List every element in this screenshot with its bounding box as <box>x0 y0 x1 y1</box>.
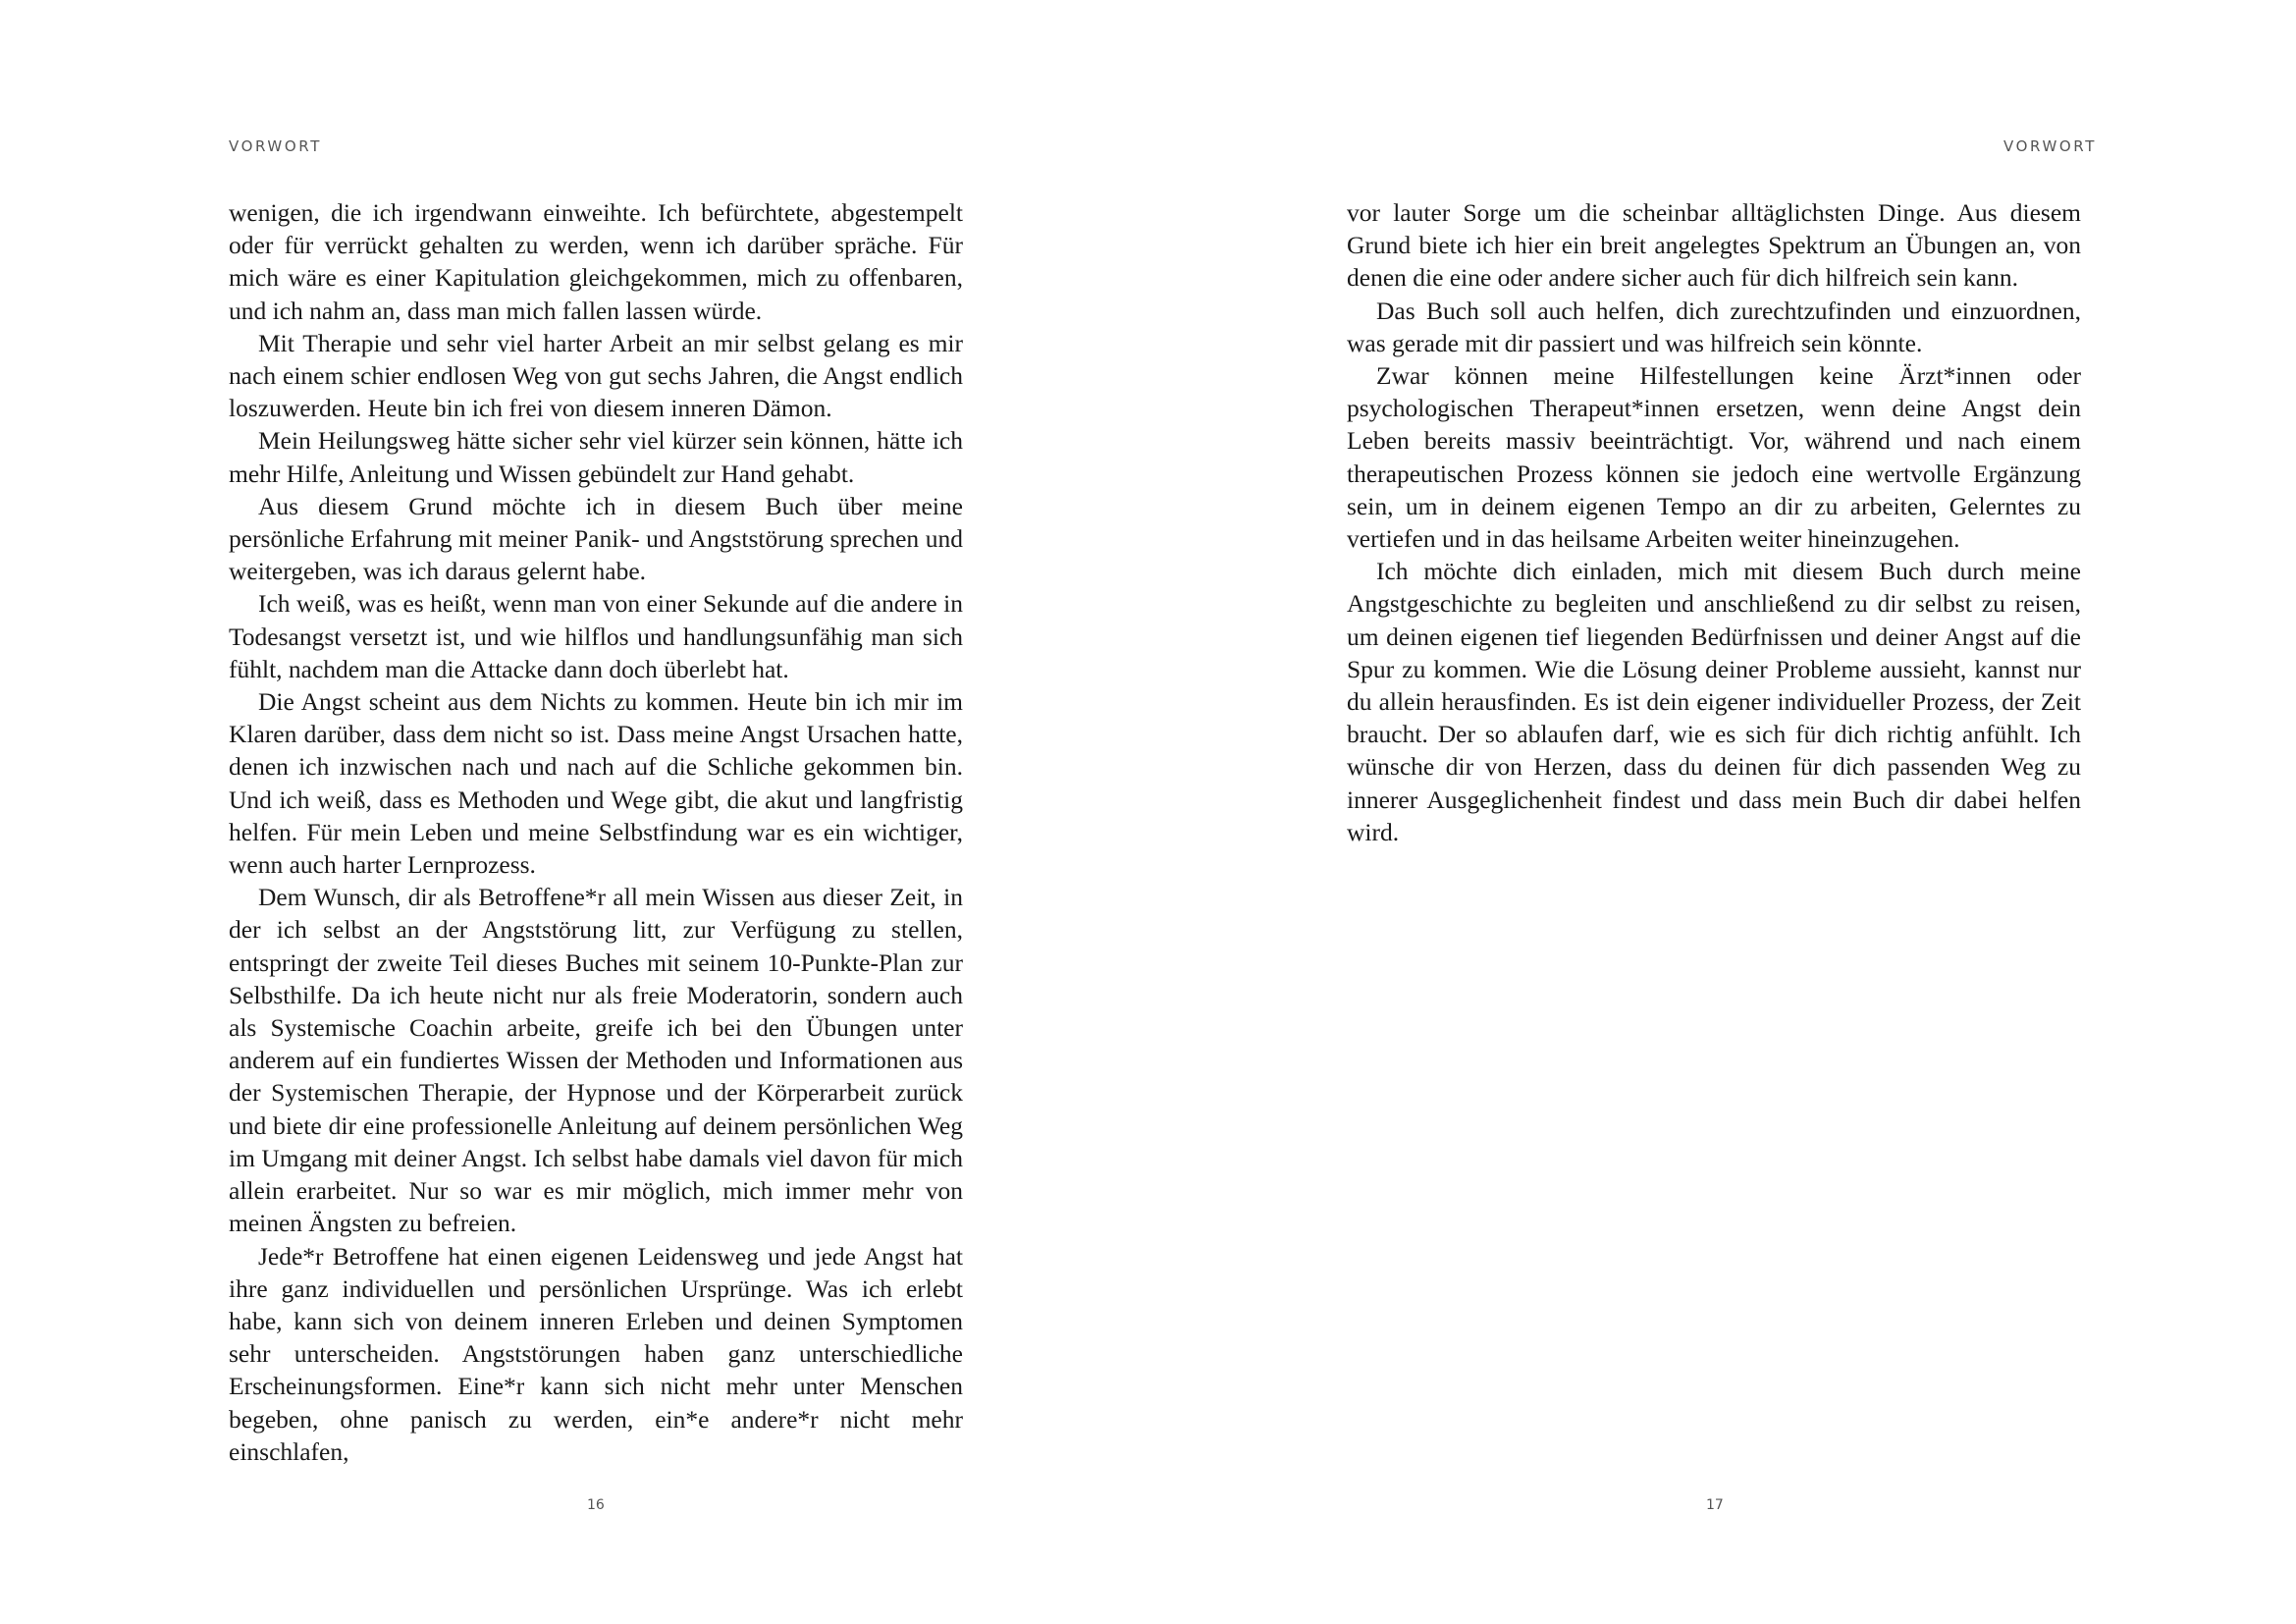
paragraph: Zwar können meine Hilfestellungen keine Ärzt*innen oder psychologischen Therapeut*innen ersetzen, wenn deine Angst dein Leben bereits massiv beeinträchtigt. Vor, während und nach einem therapeutischen Prozess können sie jedoch eine wertvolle Ergänzung sein, um in deinem eigenen Tempo an dir zu arbeiten, Gelerntes zu vertiefen und in das heilsame Arbeiten weiter hineinzugehen. <box>1347 361 2081 554</box>
page-number-right: 17 <box>1706 1497 1724 1513</box>
page-number-left: 16 <box>587 1497 605 1513</box>
paragraph: Die Angst scheint aus dem Nichts zu kommen. Heute bin ich mir im Klaren darüber, dass dem nicht so ist. Dass meine Angst Ursachen hatte, denen ich inzwischen nach und nach auf die Schliche gekommen bin. Und ich weiß, dass es Methoden und Wege gibt, die akut und langfristig helfen. Für mein Leben und meine Selbstfindung war es ein wichtiger, wenn auch harter Lernprozess. <box>229 687 963 880</box>
paragraph: Ich weiß, was es heißt, wenn man von einer Sekunde auf die andere in Todesangst versetzt ist, und wie hilflos und handlungsunfähig man sich fühlt, nachdem man die Attacke dann doch überlebt hat. <box>229 589 963 683</box>
paragraph: Ich möchte dich einladen, mich mit diesem Buch durch meine Angstgeschichte zu begleiten und anschließend zu dir selbst zu reisen, um deinen eigenen tief liegenden Bedürfnissen und deiner Angst auf die Spur zu kommen. Wie die Lösung deiner Probleme aussieht, kannst nur du allein herausfinden. Es ist dein eigener individueller Prozess, der Zeit braucht. Der so ablaufen darf, wie es sich für dich richtig anfühlt. Ich wünsche dir von Herzen, dass du deinen für dich passenden Weg zu innerer Ausgeglichenheit findest und dass mein Buch dir dabei helfen wird. <box>1347 557 2081 846</box>
paragraph: vor lauter Sorge um die scheinbar alltäglichsten Dinge. Aus diesem Grund biete ich hier ein breit angelegtes Spektrum an Übungen an, von denen die eine oder andere sicher auch für dich hilfreich sein kann. <box>1347 198 2081 293</box>
right-page <box>1148 0 2296 1624</box>
paragraph: Mit Therapie und sehr viel harter Arbeit an mir selbst gelang es mir nach einem schier endlosen Weg von gut sechs Jahren, die Angst endlich loszuwerden. Heute bin ich frei von diesem inneren Dämon. <box>229 328 963 423</box>
paragraph: Aus diesem Grund möchte ich in diesem Buch über meine persönliche Erfahrung mit meiner Panik- und Angststörung sprechen und weitergeben, was ich daraus gelernt habe. <box>229 491 963 586</box>
running-head-left: VORWORT <box>229 137 322 155</box>
left-body-text <box>229 196 963 1468</box>
paragraph: wenigen, die ich irgendwann einweihte. Ich befürchtete, abgestempelt oder für verrückt gehalten zu werden, wenn ich darüber spräche. Für mich wäre es einer Kapitulation gleichgekommen, mich zu offenbaren, und ich nahm an, dass man mich fallen lassen würde. <box>229 198 963 325</box>
running-head-right: VORWORT <box>2003 137 2097 155</box>
paragraph: Jede*r Betroffene hat einen eigenen Leidensweg und jede Angst hat ihre ganz individuellen und persönlichen Ursprünge. Was ich erlebt habe, kann sich von deinem inneren Erleben und deinen Symptomen sehr unterscheiden. Angststörungen haben ganz unterschiedliche Erscheinungsformen. Eine*r kann sich nicht mehr unter Menschen begeben, ohne panisch zu werden, ein*e andere*r nicht mehr einschlafen, <box>229 1241 963 1466</box>
paragraph: Dem Wunsch, dir als Betroffene*r all mein Wissen aus dieser Zeit, in der ich selbst an der Angststörung litt, zur Verfügung zu stellen, entspringt der zweite Teil dieses Buches mit seinem 10-Punkte-Plan zur Selbsthilfe. Da ich heute nicht nur als freie Moderatorin, sondern auch als Systemische Coachin arbeite, greife ich bei den Übungen unter anderem auf ein fundiertes Wissen der Methoden und Informationen aus der Systemischen Therapie, der Hypnose und der Körperarbeit zurück und biete dir eine professionelle Anleitung auf deinem persönlichen Weg im Umgang mit deiner Angst. Ich selbst habe damals viel davon für mich allein erarbeitet. Nur so war es mir möglich, mich immer mehr von meinen Ängsten zu befreien. <box>229 883 963 1238</box>
paragraph: Das Buch soll auch helfen, dich zurechtzufinden und einzuordnen, was gerade mit dir passiert und was hilfreich sein könnte. <box>1347 296 2081 357</box>
right-body-text <box>1347 196 2081 848</box>
paragraph: Mein Heilungsweg hätte sicher sehr viel kürzer sein können, hätte ich mehr Hilfe, Anleitung und Wissen gebündelt zur Hand gehabt. <box>229 426 963 488</box>
